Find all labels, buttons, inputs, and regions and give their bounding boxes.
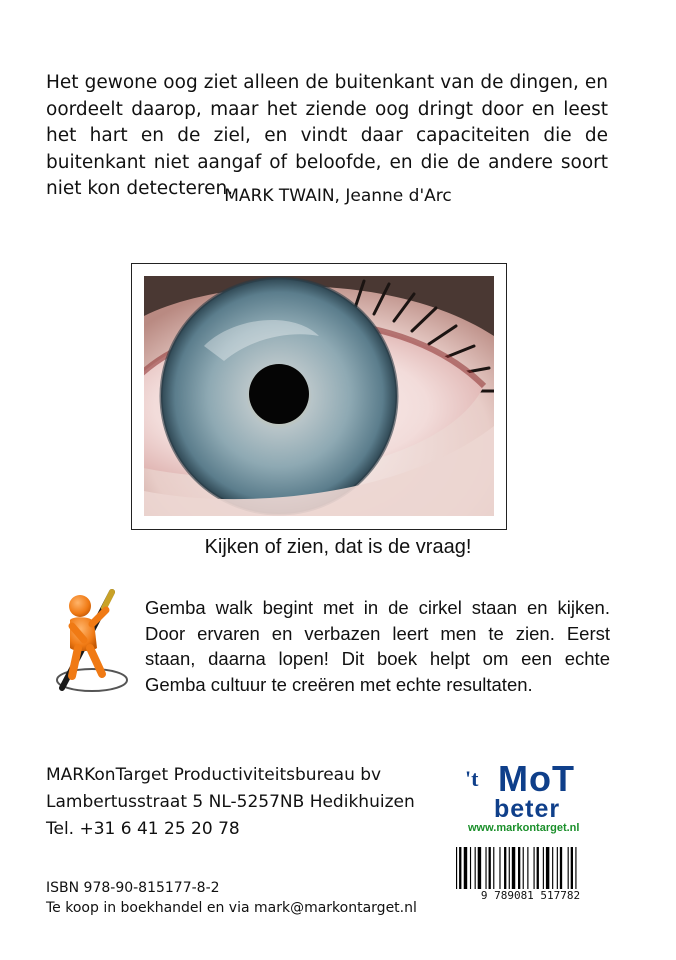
gemba-text: Gemba walk begint met in de cirkel staan en kijken. Door ervaren en verbazen leert men te zien. Eerst staan, daarna lopen! Dit boek helpt om een echte Gemba cultuur te creëren met echte resultaten. xyxy=(145,597,610,695)
person-with-pen-icon xyxy=(42,588,132,700)
quote-author: MARK TWAIN, Jeanne d'Arc xyxy=(224,186,452,206)
eye-photo xyxy=(144,276,494,516)
quote-text: Het gewone oog ziet alleen de buitenkant van de dingen, en oordeelt daarop, maar het ziende oog dringt door en leest het hart en de ziel, en vindt daar capaciteiten die de buitenkant niet aangaf of beloofde, en die de andere soort niet kon detecteren. xyxy=(46,72,608,199)
mot-logo xyxy=(462,758,602,838)
logo-prefix: 't xyxy=(465,766,479,791)
publisher-name: MARKonTarget Productiviteitsbureau bv xyxy=(46,765,382,785)
logo-url: www.markontarget.nl xyxy=(468,822,580,834)
publisher-address xyxy=(46,762,415,843)
sales-info: Te koop in boekhandel en via mark@markontarget.nl xyxy=(46,900,417,916)
logo-mot: MoT xyxy=(498,758,575,799)
publisher-phone: Tel. +31 6 41 25 20 78 xyxy=(46,819,240,839)
isbn-number: ISBN 978-90-815177-8-2 xyxy=(46,880,220,896)
publisher-street: Lambertusstraat 5 NL-5257NB Hedikhuizen xyxy=(46,792,415,812)
eye-photo-frame xyxy=(131,263,507,530)
barcode-digits: 9 789081 517782 xyxy=(452,889,609,902)
isbn-block xyxy=(46,878,417,918)
photo-caption: Kijken of zien, dat is de vraag! xyxy=(204,536,472,558)
logo-beter: beter xyxy=(494,795,561,823)
